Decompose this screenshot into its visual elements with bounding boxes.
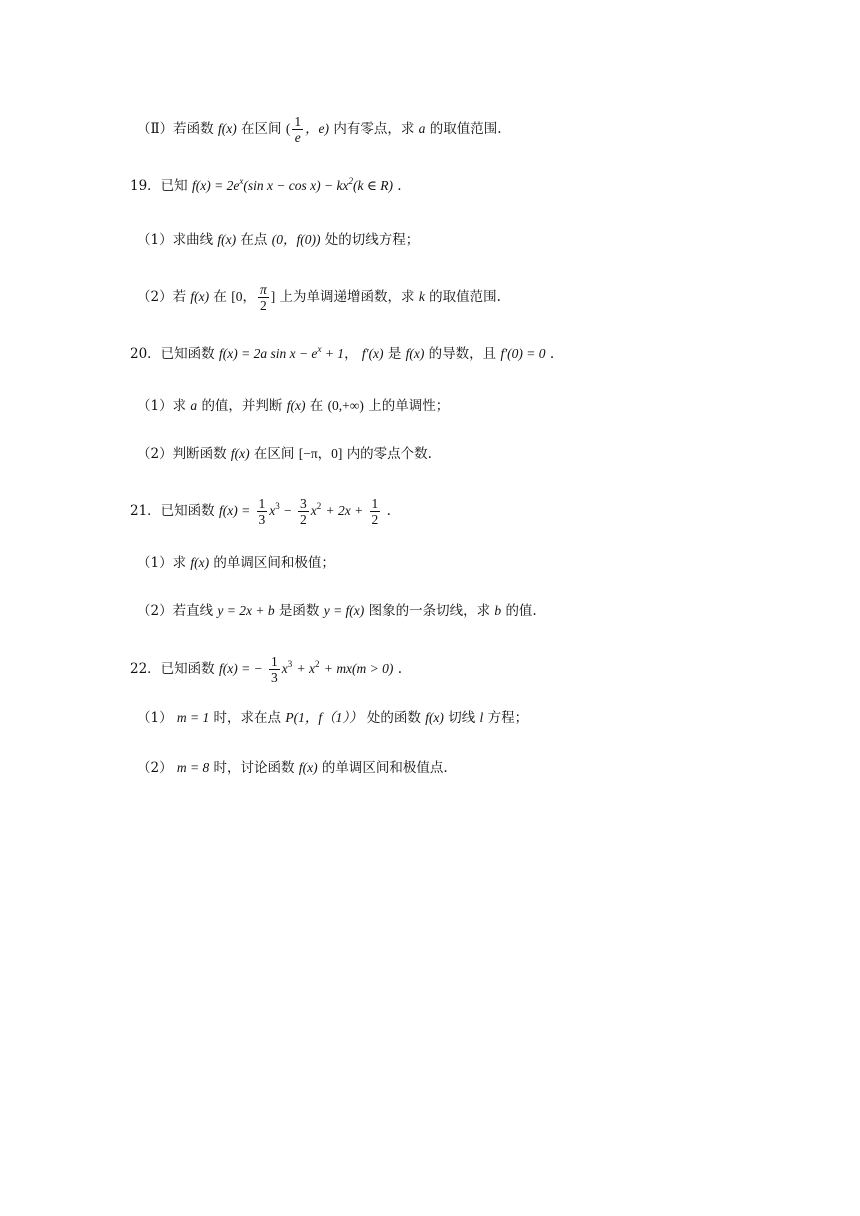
q22-part1-label: （1） bbox=[137, 710, 173, 726]
q19-part2-line bbox=[137, 282, 501, 313]
q18-part2-fraction: $\frac{1}{e}$ bbox=[294, 114, 302, 145]
q19-part2-fraction: $\frac{\pi}{2}$ bbox=[259, 282, 267, 313]
q22-part1-line: （1） m = 1 时，求在点 P(1，f（1）） 处的函数 f(x) 切线 l 方程； bbox=[137, 710, 529, 726]
q20-part2-interval: [−π，0] bbox=[298, 446, 343, 461]
q22-part2-line: （2） m = 8 时，讨论函数 f(x) 的单调区间和极值点. bbox=[137, 760, 448, 776]
q18-part2-after: 内有零点，求 bbox=[333, 121, 415, 137]
q18-part2-end: 的取值范围. bbox=[429, 121, 502, 137]
q22-part1-point: P(1，f（1）） bbox=[285, 710, 363, 725]
q21-part1-line: （1）求 f(x) 的单调区间和极值； bbox=[137, 555, 335, 571]
q20-part1-line: （1）求 a 的值，并判断 f(x) 在 (0,+∞) 上的单调性； bbox=[137, 398, 450, 414]
q20-number: 20．已知函数 bbox=[130, 346, 215, 362]
q21-part2-label: （2）若直线 bbox=[137, 603, 214, 619]
q21-line: 21．已知函数 f(x) = $\frac{1}{3}$ $x^3$ − $\frac{3}{2}$ $x^2 + 2x$ + $\frac{1}{2}$ . bbox=[130, 496, 391, 527]
q19-part2-fx: f(x) bbox=[190, 289, 210, 304]
q18-part2-fx: f(x) bbox=[217, 121, 237, 136]
q21-part2-line: （2）若直线 y = 2x + b 是函数 y = f(x) 图象的一条切线，求 b 的值. bbox=[137, 603, 537, 619]
q21-fraction-2: $\frac{3}{2}$ bbox=[299, 496, 307, 527]
q20-part2-label: （2）判断函数 bbox=[137, 446, 227, 462]
q22-lhs: f(x) = − bbox=[218, 661, 263, 676]
q20-condition: f′(0) = 0 bbox=[500, 346, 546, 361]
q22-number: 22．已知函数 bbox=[130, 661, 215, 677]
q21-fraction-1: $\frac{1}{3}$ bbox=[258, 496, 266, 527]
q21-lhs: f(x) = bbox=[218, 503, 251, 518]
q20-part1-label: （1）求 bbox=[137, 398, 187, 414]
q19-part2-label: （2）若 bbox=[137, 289, 187, 305]
q19-part2-after: 上为单调递增函数，求 bbox=[279, 289, 415, 305]
q19-end: . bbox=[397, 178, 402, 194]
q21-fraction-3: $\frac{1}{2}$ bbox=[371, 496, 379, 527]
q20-line: 20．已知函数 f(x) = 2a $\sin x - e^x + 1$， f′(x) 是 f(x) 的导数，且 f′(0) = 0 . bbox=[130, 344, 555, 362]
q21-part2-line-eq: y = 2x + b bbox=[217, 603, 275, 618]
q18-part2-interval-end: ，e) bbox=[305, 121, 330, 136]
q18-part2-label: （Ⅱ）若函数 bbox=[137, 121, 214, 137]
q19-part1-line bbox=[137, 230, 419, 250]
q19-part1-fx: f(x) bbox=[217, 232, 237, 247]
q21-number: 21．已知函数 bbox=[130, 503, 215, 519]
q19-formula: $f(x) = 2e^x(\sin$ $x - \cos x) - kx^2(k$ ∈ R) bbox=[191, 176, 393, 193]
q22-fraction: $\frac{1}{3}$ bbox=[271, 654, 278, 685]
q18-part2-mid: 在区间 bbox=[241, 121, 282, 137]
q22-part2-label: （2） bbox=[137, 760, 173, 776]
q19-number: 19．已知 bbox=[130, 178, 188, 194]
q19-part2-end: 的取值范围. bbox=[429, 289, 501, 305]
q18-part2-line bbox=[137, 114, 502, 145]
q20-part2-line: （2）判断函数 f(x) 在区间 [−π，0] 内的零点个数. bbox=[137, 446, 432, 462]
q20-part1-interval: (0,+∞) bbox=[327, 398, 364, 413]
q18-part2-a: a bbox=[418, 121, 426, 136]
q19-part1-point: (0，f(0)) bbox=[271, 232, 321, 247]
q18-part2-paren: ( bbox=[285, 121, 291, 136]
q19-part2-interval-close: ] bbox=[270, 289, 276, 304]
q20-formula: f(x) = 2a $\sin x - e^x + 1$ bbox=[218, 344, 345, 361]
q19-part1-mid: 在点 bbox=[240, 232, 268, 248]
q19-part2-k: k bbox=[418, 289, 425, 304]
q20-fx: f(x) bbox=[405, 346, 425, 361]
q19-part2-interval-open: [0， bbox=[231, 289, 256, 304]
q22-line: 22．已知函数 f(x) = − $\frac{1}{3}$ $x^3 + x^2 + mx(m > 0)$ . bbox=[130, 654, 402, 685]
q19-part1-end: 处的切线方程； bbox=[324, 232, 420, 248]
q19-part2-mid: 在 bbox=[213, 289, 227, 305]
q20-fprime: f′(x) bbox=[361, 346, 384, 361]
q19-part1-label: （1）求曲线 bbox=[137, 232, 214, 248]
q21-part1-label: （1）求 bbox=[137, 555, 187, 571]
q19-line bbox=[130, 176, 402, 196]
